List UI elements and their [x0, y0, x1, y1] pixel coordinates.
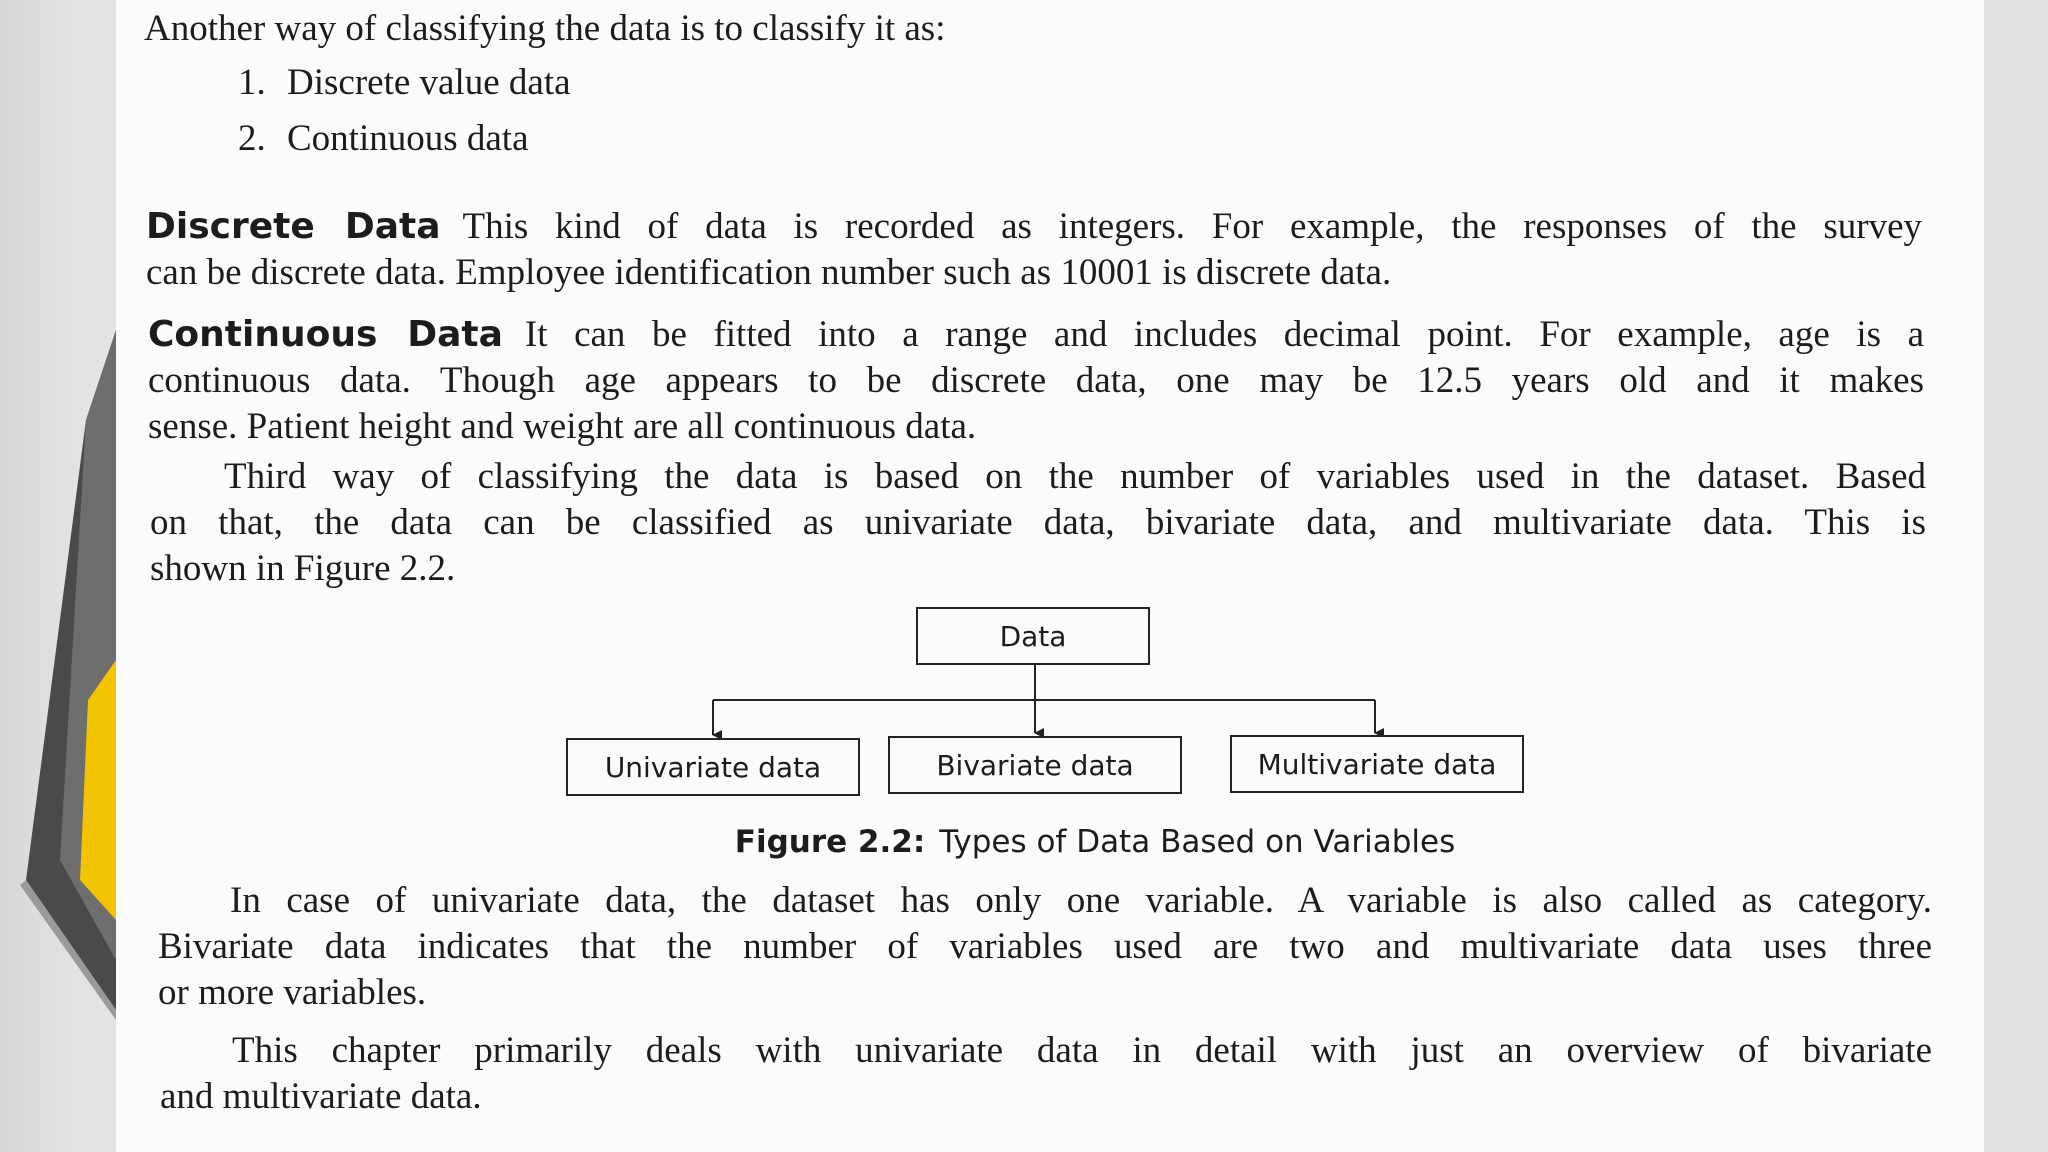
continuous-line-3: sense. Patient height and weight are all continuous data.: [148, 406, 977, 447]
continuous-line-1: It can be fitted into a range and includes decimal point. For example, age is a: [524, 314, 1924, 355]
intro-text: Another way of classifying the data is to classify it as:: [144, 8, 946, 49]
slide-side-decoration: [0, 0, 130, 1152]
figure-caption: [116, 822, 1984, 862]
third-line-1: Third way of classifying the data is based on the number of variables used in the dataset. Based: [224, 456, 1926, 497]
third-line-3: shown in Figure 2.2.: [150, 548, 456, 589]
discrete-term: Discrete Data: [146, 206, 441, 247]
discrete-line-1: This kind of data is recorded as integers. For example, the responses of the survey: [462, 206, 1922, 247]
list-text: Continuous data: [287, 118, 529, 159]
chapter-paragraph: [160, 1028, 1932, 1120]
diagram-node-multivariate: Multivariate data: [1230, 735, 1524, 793]
continuous-term: Continuous Data: [148, 314, 503, 355]
univariate-line-1: In case of univariate data, the dataset has only one variable. A variable is also called as category.: [230, 880, 1932, 921]
diagram-node-bivariate: Bivariate data: [888, 736, 1182, 794]
list-number: 1.: [238, 62, 266, 103]
univariate-line-3: or more variables.: [158, 972, 427, 1013]
univariate-line-2: Bivariate data indicates that the number of variables used are two and multivariate data uses three: [158, 926, 1932, 967]
diagram-node-data: Data: [916, 607, 1150, 665]
chapter-line-2: and multivariate data.: [160, 1076, 482, 1117]
caption-label: Figure 2.2:: [734, 824, 926, 860]
caption-text: Types of Data Based on Variables: [939, 824, 1456, 860]
discrete-line-2: can be discrete data. Employee identification number such as 10001 is discrete data.: [146, 252, 1392, 293]
diagram-node-univariate: Univariate data: [566, 738, 860, 796]
list-number: 2.: [238, 118, 266, 159]
chapter-line-1: This chapter primarily deals with univariate data in detail with just an overview of bivariate: [232, 1030, 1932, 1071]
univariate-paragraph: [158, 878, 1932, 1016]
list-text: Discrete value data: [287, 62, 571, 103]
continuous-line-2: continuous data. Though age appears to be discrete data, one may be 12.5 years old and it makes: [148, 360, 1924, 401]
scanned-page: [116, 0, 1984, 1152]
third-line-2: on that, the data can be classified as univariate data, bivariate data, and multivariate data. This is: [150, 502, 1926, 543]
